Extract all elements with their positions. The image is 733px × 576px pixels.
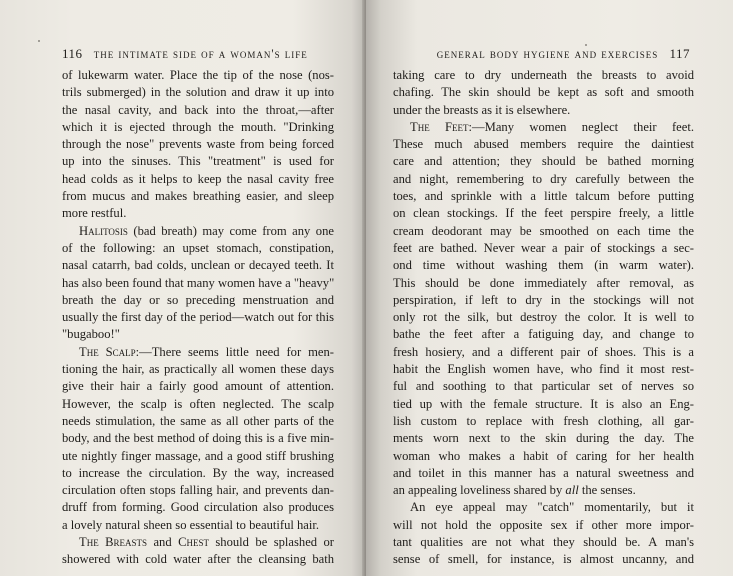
text-line: up into the sinuses. This "treatment" is used for [62,154,334,169]
text-line: through the nose" prevents waste from being forced [62,137,334,152]
text-line: taking care to dry underneath the breasts to avoid [393,68,694,82]
text-line: cream deodorant may be smoothed on each time the [393,223,694,238]
text-line: tied up with the female structure. It is also an Eng- [393,396,694,411]
text-line: tioning the hair, as practically all women these days [62,362,334,377]
text-run: an appealing loveliness shared by [393,483,566,498]
section-heading-feet: The Feet: [410,119,473,134]
section-heading-chest: Chest [178,535,209,550]
text-line: habit the English women have, who find it most rest- [393,362,694,377]
text-line: on clean stockings. If the feet perspire freely, a little [393,206,694,221]
text-line: sense of smell, for instance, is almost uncanny, and [393,552,694,567]
paragraph-nasal-douche [62,67,334,223]
text-line: will not hold the opposite sex if other more impor- [393,517,694,532]
text-line: lish custom to replace with fresh clothing, all gar- [393,413,694,428]
text-line: woman who makes a habit of caring for her health [393,448,694,463]
text-line: needs stimulation, the same as all other parts of the [62,413,334,428]
text-line: tant qualities are not what they should be. A man's [393,535,694,550]
text-line: ments worn next to the skin during the day. The [393,431,694,446]
left-running-head: the intimate side of a woman's life [93,47,308,61]
text-run: the senses. [578,483,636,498]
text-line: "bugaboo!" [62,327,120,342]
text-line: head colds as it helps to keep the nasal cavity free [62,171,334,186]
text-line: under the breasts as it is elsewhere. [393,102,571,117]
right-page-number: 117 [669,46,690,61]
paragraph-halitosis [62,223,334,344]
paragraph-breasts-continued [393,67,694,119]
text-line: chafing. The skin should be kept as soft and smooth [393,85,694,100]
left-page-text [62,67,334,569]
text-line [62,223,334,240]
text-line: from mucus and makes breathing easier, and sleep [62,189,334,204]
text-line: has also been found that many women have a "heavy" [62,275,335,290]
paragraph-breasts-chest [62,534,334,569]
right-running-head: general body hygiene and exercises [436,47,659,61]
text-line: and night, remembering to dry carefully between the [393,171,694,186]
text-line: These much abused members require the daintiest [393,137,694,152]
section-heading-breasts: The Breasts [79,535,148,550]
left-page-number: 116 [62,46,83,61]
paragraph-eye-appeal [393,499,694,568]
paper-speck [585,44,587,46]
text-run: should be splashed or [208,535,334,550]
text-line: ute nightly finger massage, and a good stiff brushing [62,448,334,463]
text-line: nasal catarrh, bad colds, unclean or decayed teeth. It [62,258,334,273]
text-line: fresh hosiery, and a different pair of shoes. This is a [393,344,694,359]
text-line [62,534,334,551]
text-line: druff from forming. Good circulation also produces [62,500,334,515]
right-page-text [393,67,694,569]
text-line: of the following: an upset stomach, constipation, [62,240,334,255]
paragraph-scalp [62,344,334,534]
left-page [0,0,366,576]
text-line: a lovely natural sheen so essential to beautiful hair. [62,517,320,532]
text-line: care and attention; they should be bathed morning [393,154,694,169]
text-line [393,482,694,499]
text-line: ond time without washing them (in warm water). [393,258,694,273]
text-line: to increase the circulation. By the way, increased [62,465,334,480]
text-run: —There seems little need for men- [139,344,334,359]
emphasis-all: all [565,483,579,498]
text-line: showered with cold water after the cleansing bath [62,552,334,567]
text-line: give their hair a fairly good amount of attention. [62,379,334,394]
text-line [62,344,334,361]
text-line: body, and the best method of doing this is a five min- [62,431,334,446]
paper-speck [38,40,40,42]
text-line [393,119,694,136]
text-line: However, the scalp is often neglected. The scalp [62,396,334,411]
text-line: trils submerged) in the solution and draw it up into [62,85,334,100]
text-run: (bad breath) may come from any one [127,223,334,238]
text-line: usually the first day of the period—watch out for this [62,310,334,325]
text-line: perspiration, if left to dry in the stockings will not [393,292,694,307]
text-line: ful and soothing to that particular set of nerves so [393,379,694,394]
text-run: and [147,535,179,550]
text-line: bathe the feet after a fatiguing day, and change to [393,327,694,342]
text-line: An eye appeal may "catch" momentarily, but it [410,500,694,515]
paragraph-feet [393,119,694,500]
right-page [366,0,733,576]
text-line: toes, and sprinkle with a little talcum before putting [393,189,694,204]
right-page-header [426,46,690,62]
text-line: and toilet in this manner has a natural sweetness and [393,465,694,480]
left-page-header [62,46,308,62]
text-line: breath the day or so preceding menstruation and [62,292,334,307]
text-line: more restful. [62,206,127,221]
section-heading-halitosis: Halitosis [79,223,128,238]
text-line: only rot the silk, but destroy the color. It is well to [393,310,694,325]
section-heading-scalp: The Scalp: [79,344,140,359]
text-line: feet are bathed. Never wear a pair of stockings a sec- [393,240,694,255]
text-line: the nasal cavity, and back into the throat,—after [62,102,334,117]
text-line: of lukewarm water. Place the tip of the nose (nos- [62,68,334,82]
text-line: circulation often stops falling hair, and prevents dan- [62,483,334,498]
text-line: This should be done immediately after removal, as [393,275,694,290]
text-run: —Many women neglect their feet. [472,119,694,134]
text-line: which it is ejected through the mouth. "Drinking [62,119,334,134]
